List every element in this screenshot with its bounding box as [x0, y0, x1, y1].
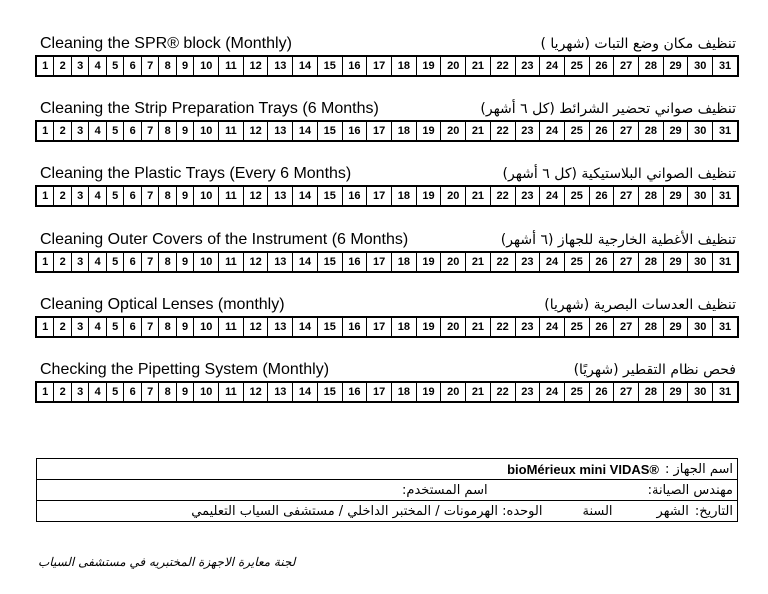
- day-cell[interactable]: 20: [441, 253, 466, 272]
- section-title-en: Cleaning the Plastic Trays (Every 6 Months): [40, 165, 352, 182]
- day-cell[interactable]: 8: [159, 318, 176, 337]
- day-cell[interactable]: 23: [515, 383, 540, 402]
- section-title: [36, 97, 740, 119]
- day-cell[interactable]: 8: [159, 383, 176, 402]
- day-cell[interactable]: 1: [37, 318, 54, 337]
- day-cell[interactable]: 26: [589, 318, 614, 337]
- day-cell[interactable]: 1: [37, 187, 54, 206]
- day-cell[interactable]: 10: [194, 253, 219, 272]
- day-cell[interactable]: 31: [713, 187, 738, 206]
- day-cell[interactable]: 10: [194, 383, 219, 402]
- section-title-en: Cleaning the Strip Preparation Trays (6 Months): [40, 100, 379, 117]
- day-cell[interactable]: 4: [89, 122, 106, 141]
- day-cell[interactable]: 3: [71, 57, 88, 76]
- day-cell[interactable]: 21: [466, 187, 491, 206]
- day-cell[interactable]: 17: [367, 57, 392, 76]
- day-cell[interactable]: 12: [243, 383, 268, 402]
- day-cell[interactable]: 14: [293, 253, 318, 272]
- day-cell[interactable]: 30: [688, 57, 713, 76]
- day-cell[interactable]: 17: [367, 253, 392, 272]
- day-cell[interactable]: 21: [466, 122, 491, 141]
- day-cell[interactable]: 24: [540, 253, 565, 272]
- day-cell[interactable]: 9: [176, 187, 193, 206]
- day-cell[interactable]: 4: [89, 57, 106, 76]
- day-cell[interactable]: 19: [416, 57, 441, 76]
- section-title: [36, 293, 740, 315]
- day-cell[interactable]: 2: [54, 122, 71, 141]
- day-cell[interactable]: 4: [89, 187, 106, 206]
- day-cell[interactable]: 29: [663, 383, 688, 402]
- day-cell[interactable]: 20: [441, 318, 466, 337]
- maintenance-section: [36, 228, 740, 272]
- day-cell[interactable]: 14: [293, 383, 318, 402]
- day-cell[interactable]: 11: [219, 383, 244, 402]
- day-cell[interactable]: 13: [268, 122, 293, 141]
- day-cell[interactable]: 23: [515, 57, 540, 76]
- device-name: bioMérieux mini VIDAS®: [507, 461, 659, 477]
- day-cell[interactable]: 11: [219, 57, 244, 76]
- day-cell[interactable]: 31: [713, 122, 738, 141]
- day-cell[interactable]: 15: [317, 383, 342, 402]
- day-cell[interactable]: 22: [490, 253, 515, 272]
- day-cell[interactable]: 18: [391, 187, 416, 206]
- day-cell[interactable]: 25: [564, 122, 589, 141]
- day-cell[interactable]: 2: [54, 57, 71, 76]
- day-cell[interactable]: 31: [713, 253, 738, 272]
- day-cell[interactable]: 23: [515, 318, 540, 337]
- date-label: التاريخ:: [694, 503, 733, 519]
- day-cell[interactable]: 20: [441, 187, 466, 206]
- day-cell[interactable]: 16: [342, 57, 367, 76]
- day-cell[interactable]: 27: [614, 187, 639, 206]
- day-cell[interactable]: 25: [564, 253, 589, 272]
- day-cell[interactable]: 14: [293, 187, 318, 206]
- day-cell[interactable]: 5: [106, 57, 123, 76]
- day-cell[interactable]: 19: [416, 187, 441, 206]
- day-cell[interactable]: 5: [106, 318, 123, 337]
- day-cell[interactable]: 7: [141, 253, 158, 272]
- day-cell[interactable]: 13: [268, 383, 293, 402]
- day-cell[interactable]: 24: [540, 57, 565, 76]
- year-label: السنة: [582, 503, 613, 519]
- day-cell[interactable]: 19: [416, 122, 441, 141]
- day-cell[interactable]: 29: [663, 253, 688, 272]
- day-cell[interactable]: 21: [466, 383, 491, 402]
- day-cell[interactable]: 3: [71, 383, 88, 402]
- day-cell[interactable]: 18: [391, 318, 416, 337]
- maintenance-section: [36, 97, 740, 141]
- day-cell[interactable]: 6: [124, 57, 141, 76]
- day-cell[interactable]: 15: [317, 187, 342, 206]
- device-info-table: [36, 458, 738, 522]
- day-grid: [36, 186, 738, 206]
- section-title-ar: تنظيف مكان وضع التبات (شهريا ): [540, 36, 736, 52]
- section-title-ar: فحص نظام التقطير (شهريًا): [573, 362, 736, 378]
- day-cell[interactable]: 6: [124, 318, 141, 337]
- day-cell[interactable]: 1: [37, 253, 54, 272]
- day-cell[interactable]: 25: [564, 318, 589, 337]
- day-cell[interactable]: 29: [663, 122, 688, 141]
- day-cell[interactable]: 6: [124, 253, 141, 272]
- day-cell[interactable]: 22: [490, 57, 515, 76]
- day-cell[interactable]: 29: [663, 187, 688, 206]
- day-cell[interactable]: 26: [589, 253, 614, 272]
- day-cell[interactable]: 4: [89, 383, 106, 402]
- day-grid: [36, 382, 738, 402]
- maintenance-section: [36, 32, 740, 76]
- day-cell[interactable]: 12: [243, 318, 268, 337]
- day-cell[interactable]: 27: [614, 383, 639, 402]
- section-title-en: Cleaning Outer Covers of the Instrument (6 Months): [40, 231, 409, 248]
- day-cell[interactable]: 10: [194, 187, 219, 206]
- day-cell[interactable]: 30: [688, 318, 713, 337]
- day-cell[interactable]: 28: [639, 122, 664, 141]
- day-cell[interactable]: 8: [159, 187, 176, 206]
- day-cell[interactable]: 21: [466, 253, 491, 272]
- day-cell[interactable]: 27: [614, 318, 639, 337]
- day-cell[interactable]: 15: [317, 57, 342, 76]
- section-title: [36, 228, 740, 250]
- day-cell[interactable]: 6: [124, 122, 141, 141]
- day-cell[interactable]: 17: [367, 318, 392, 337]
- day-cell[interactable]: 31: [713, 383, 738, 402]
- day-cell[interactable]: 12: [243, 253, 268, 272]
- day-cell[interactable]: 13: [268, 187, 293, 206]
- section-title-en: Checking the Pipetting System (Monthly): [40, 361, 330, 378]
- day-cell[interactable]: 18: [391, 57, 416, 76]
- day-cell[interactable]: 21: [466, 318, 491, 337]
- day-grid: [36, 121, 738, 141]
- day-cell[interactable]: 21: [466, 57, 491, 76]
- day-cell[interactable]: 15: [317, 253, 342, 272]
- maintenance-section: [36, 162, 740, 206]
- device-label: اسم الجهاز :: [665, 461, 733, 477]
- day-cell[interactable]: 17: [367, 187, 392, 206]
- day-cell[interactable]: 9: [176, 253, 193, 272]
- day-cell[interactable]: 13: [268, 57, 293, 76]
- user-label: اسم المستخدم:: [402, 482, 488, 498]
- day-cell[interactable]: 5: [106, 253, 123, 272]
- day-cell[interactable]: 3: [71, 318, 88, 337]
- day-cell[interactable]: 28: [639, 318, 664, 337]
- day-cell[interactable]: 26: [589, 383, 614, 402]
- day-cell[interactable]: 17: [367, 122, 392, 141]
- day-cell[interactable]: 31: [713, 57, 738, 76]
- day-cell[interactable]: 6: [124, 383, 141, 402]
- section-title-ar: تنظيف العدسات البصرية (شهريا): [544, 297, 736, 313]
- day-cell[interactable]: 10: [194, 57, 219, 76]
- engineer-row: [37, 480, 738, 501]
- day-cell[interactable]: 17: [367, 383, 392, 402]
- day-grid: [36, 252, 738, 272]
- day-cell[interactable]: 2: [54, 318, 71, 337]
- day-cell[interactable]: 28: [639, 57, 664, 76]
- day-cell[interactable]: 24: [540, 383, 565, 402]
- maintenance-section: [36, 293, 740, 337]
- day-cell[interactable]: 12: [243, 57, 268, 76]
- day-cell[interactable]: 7: [141, 57, 158, 76]
- day-cell[interactable]: 20: [441, 122, 466, 141]
- section-title: [36, 162, 740, 184]
- day-cell[interactable]: 28: [639, 383, 664, 402]
- day-cell[interactable]: 27: [614, 253, 639, 272]
- section-title-ar: تنظيف الأغطية الخارجية للجهاز (٦ أشهر): [500, 232, 736, 248]
- day-cell[interactable]: 22: [490, 383, 515, 402]
- day-cell[interactable]: 14: [293, 57, 318, 76]
- day-cell[interactable]: 3: [71, 187, 88, 206]
- day-cell[interactable]: 2: [54, 187, 71, 206]
- section-title-en: Cleaning Optical Lenses (monthly): [40, 296, 285, 313]
- maintenance-section: [36, 358, 740, 402]
- day-cell[interactable]: 18: [391, 383, 416, 402]
- day-cell[interactable]: 8: [159, 122, 176, 141]
- day-cell[interactable]: 26: [589, 57, 614, 76]
- day-cell[interactable]: 9: [176, 122, 193, 141]
- day-cell[interactable]: 12: [243, 122, 268, 141]
- day-cell[interactable]: 27: [614, 122, 639, 141]
- day-cell[interactable]: 28: [639, 187, 664, 206]
- day-cell[interactable]: 22: [490, 187, 515, 206]
- day-cell[interactable]: 24: [540, 122, 565, 141]
- day-cell[interactable]: 2: [54, 253, 71, 272]
- day-grid: [36, 317, 738, 337]
- day-cell[interactable]: 26: [589, 187, 614, 206]
- day-cell[interactable]: 16: [342, 383, 367, 402]
- day-cell[interactable]: 1: [37, 122, 54, 141]
- day-cell[interactable]: 16: [342, 187, 367, 206]
- day-cell[interactable]: 18: [391, 122, 416, 141]
- day-cell[interactable]: 1: [37, 57, 54, 76]
- day-cell[interactable]: 8: [159, 57, 176, 76]
- day-cell[interactable]: 7: [141, 122, 158, 141]
- device-row: [37, 459, 738, 480]
- day-cell[interactable]: 19: [416, 318, 441, 337]
- day-cell[interactable]: 25: [564, 383, 589, 402]
- day-cell[interactable]: 9: [176, 318, 193, 337]
- day-cell[interactable]: 30: [688, 122, 713, 141]
- day-cell[interactable]: 7: [141, 187, 158, 206]
- committee-footer: لجنة معايرة الاجهزة المختبريه في مستشفى السياب: [38, 555, 296, 569]
- day-cell[interactable]: 22: [490, 318, 515, 337]
- day-cell[interactable]: 29: [663, 57, 688, 76]
- day-cell[interactable]: 16: [342, 122, 367, 141]
- day-cell[interactable]: 16: [342, 318, 367, 337]
- day-cell[interactable]: 5: [106, 187, 123, 206]
- unit-text: الوحده: الهرمونات / المختبر الداخلي / مستشفى السياب التعليمي: [191, 503, 543, 519]
- day-cell[interactable]: 7: [141, 383, 158, 402]
- day-cell[interactable]: 23: [515, 187, 540, 206]
- day-cell[interactable]: 5: [106, 383, 123, 402]
- day-cell[interactable]: 9: [176, 383, 193, 402]
- section-title: [36, 358, 740, 380]
- day-cell[interactable]: 18: [391, 253, 416, 272]
- day-cell[interactable]: 23: [515, 122, 540, 141]
- day-cell[interactable]: 11: [219, 253, 244, 272]
- day-cell[interactable]: 19: [416, 383, 441, 402]
- day-cell[interactable]: 16: [342, 253, 367, 272]
- section-title-en: Cleaning the SPR® block (Monthly): [40, 35, 292, 52]
- day-cell[interactable]: 25: [564, 187, 589, 206]
- day-cell[interactable]: 14: [293, 318, 318, 337]
- day-cell[interactable]: 19: [416, 253, 441, 272]
- day-cell[interactable]: 11: [219, 318, 244, 337]
- day-cell[interactable]: 24: [540, 187, 565, 206]
- day-cell[interactable]: 23: [515, 253, 540, 272]
- day-cell[interactable]: 3: [71, 253, 88, 272]
- day-cell[interactable]: 13: [268, 318, 293, 337]
- day-cell[interactable]: 31: [713, 318, 738, 337]
- day-cell[interactable]: 30: [688, 253, 713, 272]
- day-cell[interactable]: 13: [268, 253, 293, 272]
- section-title-ar: تنظيف الصواني البلاستيكية (كل ٦ أشهر): [502, 166, 736, 182]
- day-cell[interactable]: 2: [54, 383, 71, 402]
- day-cell[interactable]: 5: [106, 122, 123, 141]
- day-cell[interactable]: 7: [141, 318, 158, 337]
- day-cell[interactable]: 14: [293, 122, 318, 141]
- engineer-label: مهندس الصيانة:: [647, 482, 733, 498]
- day-grid: [36, 56, 738, 76]
- day-cell[interactable]: 24: [540, 318, 565, 337]
- day-cell[interactable]: 9: [176, 57, 193, 76]
- day-cell[interactable]: 4: [89, 318, 106, 337]
- day-cell[interactable]: 30: [688, 187, 713, 206]
- day-cell[interactable]: 28: [639, 253, 664, 272]
- day-cell[interactable]: 20: [441, 383, 466, 402]
- day-cell[interactable]: 20: [441, 57, 466, 76]
- day-cell[interactable]: 27: [614, 57, 639, 76]
- day-cell[interactable]: 29: [663, 318, 688, 337]
- day-cell[interactable]: 26: [589, 122, 614, 141]
- day-cell[interactable]: 30: [688, 383, 713, 402]
- month-label: الشهر: [656, 503, 689, 519]
- section-title: [36, 32, 740, 54]
- day-cell[interactable]: 8: [159, 253, 176, 272]
- day-cell[interactable]: 3: [71, 122, 88, 141]
- day-cell[interactable]: 10: [194, 318, 219, 337]
- day-cell[interactable]: 22: [490, 122, 515, 141]
- day-cell[interactable]: 11: [219, 187, 244, 206]
- day-cell[interactable]: 10: [194, 122, 219, 141]
- day-cell[interactable]: 11: [219, 122, 244, 141]
- day-cell[interactable]: 12: [243, 187, 268, 206]
- day-cell[interactable]: 6: [124, 187, 141, 206]
- day-cell[interactable]: 25: [564, 57, 589, 76]
- day-cell[interactable]: 1: [37, 383, 54, 402]
- day-cell[interactable]: 15: [317, 122, 342, 141]
- section-title-ar: تنظيف صواني تحضير الشرائط (كل ٦ أشهر): [480, 101, 736, 117]
- date-row: [37, 501, 738, 522]
- day-cell[interactable]: 4: [89, 253, 106, 272]
- day-cell[interactable]: 15: [317, 318, 342, 337]
